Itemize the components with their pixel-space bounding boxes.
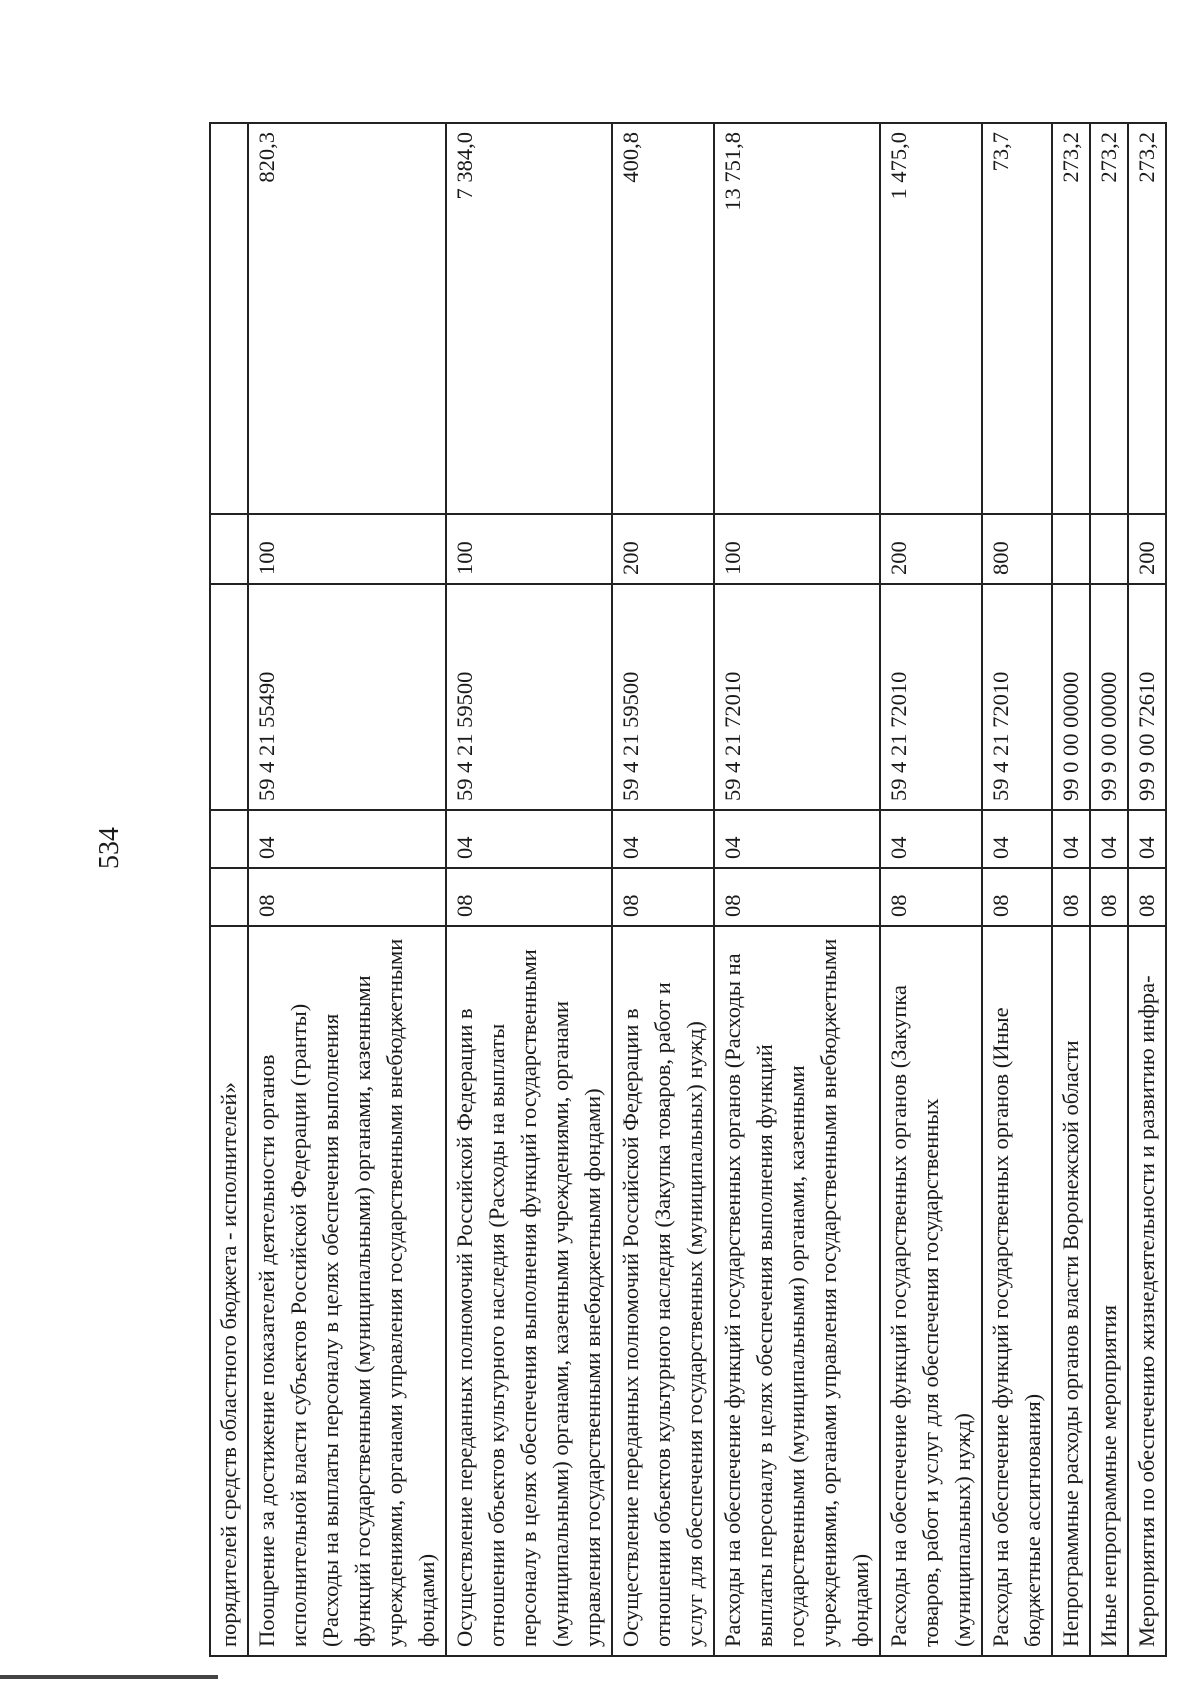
section-code-cell: 08: [1128, 868, 1166, 926]
expense-type-cell: 800: [982, 514, 1052, 584]
table-row: [612, 123, 714, 1656]
target-code-cell: 59 4 21 72010: [714, 584, 880, 810]
expense-type-cell: 100: [714, 514, 880, 584]
expense-type-cell: 200: [880, 514, 982, 584]
row-name-cell: Расходы на обеспечение функций государственных органов (Расходы на выплаты персоналу в целях обеспечения выполнения функций государственными (муниципальными) органами, казенными учреждениями, органами управления государственными внебюджетными фондами): [714, 926, 880, 1656]
budget-table-body: [210, 123, 1166, 1656]
amount-cell: 273,2: [1128, 123, 1166, 514]
amount-cell: 1 475,0: [880, 123, 982, 514]
table-row: [982, 123, 1052, 1656]
section-code-cell: 08: [1052, 868, 1090, 926]
empty-cell: [210, 123, 248, 514]
row-name-cell: Иные непрограммные мероприятия: [1090, 926, 1128, 1656]
expense-type-cell: [1052, 514, 1090, 584]
subsection-code-cell: 04: [446, 810, 612, 868]
amount-cell: 400,8: [612, 123, 714, 514]
amount-cell: 820,3: [248, 123, 446, 514]
empty-cell: [210, 584, 248, 810]
subsection-code-cell: 04: [1128, 810, 1166, 868]
row-name-cell: Поощрение за достижение показателей деятельности органов исполнительной власти субъектов Российской Федерации (гранты) (Расходы на выплаты персоналу в целях обеспечения выполнения функций государственными (муниципальными) органами, казенными учреждениями, органами управления государственными внебюджетными фондами): [248, 926, 446, 1656]
table-row: [1052, 123, 1090, 1656]
page-number: 534: [94, 827, 125, 869]
rotated-page-content: [209, 124, 1159, 1657]
target-code-cell: 59 4 21 72010: [880, 584, 982, 810]
empty-cell: [210, 514, 248, 584]
section-code-cell: 08: [612, 868, 714, 926]
row-name-cell: Осуществление переданных полномочий Российской Федерации в отношении объектов культурного наследия (Расходы на выплаты персоналу в целях обеспечения выполнения функций государственными (муниципальными) органами, казенными учреждениями, органами управления государственными внебюджетными фондами): [446, 926, 612, 1656]
section-code-cell: 08: [880, 868, 982, 926]
target-code-cell: 59 4 21 72010: [982, 584, 1052, 810]
target-code-cell: 59 4 21 55490: [248, 584, 446, 810]
expense-type-cell: 200: [1128, 514, 1166, 584]
subsection-code-cell: 04: [714, 810, 880, 868]
section-code-cell: 08: [248, 868, 446, 926]
empty-cell: [210, 810, 248, 868]
subsection-code-cell: 04: [1090, 810, 1128, 868]
section-code-cell: 08: [982, 868, 1052, 926]
target-code-cell: 99 0 00 00000: [1052, 584, 1090, 810]
table-row: [714, 123, 880, 1656]
row-name-cell: Мероприятия по обеспечению жизнедеятельности и развитию инфра-: [1128, 926, 1166, 1656]
table-row: [446, 123, 612, 1656]
row-name-cell: Непрограммные расходы органов власти Воронежской области: [1052, 926, 1090, 1656]
target-code-cell: 59 4 21 59500: [612, 584, 714, 810]
amount-cell: 273,2: [1052, 123, 1090, 514]
empty-cell: [210, 868, 248, 926]
target-code-cell: 99 9 00 72610: [1128, 584, 1166, 810]
table-row-continuation: [210, 123, 248, 1656]
continuation-cell: порядителей средств областного бюджета - исполнителей»: [210, 926, 248, 1656]
row-name-cell: Расходы на обеспечение функций государственных органов (Закупка товаров, работ и услуг для обеспечения государственных (муниципальных) нужд): [880, 926, 982, 1656]
row-name-cell: Расходы на обеспечение функций государственных органов (Иные бюджетные ассигнования): [982, 926, 1052, 1656]
section-code-cell: 08: [714, 868, 880, 926]
section-code-cell: 08: [446, 868, 612, 926]
subsection-code-cell: 04: [880, 810, 982, 868]
section-code-cell: 08: [1090, 868, 1128, 926]
table-row: [1128, 123, 1166, 1656]
expense-type-cell: 100: [446, 514, 612, 584]
subsection-code-cell: 04: [1052, 810, 1090, 868]
table-row: [880, 123, 982, 1656]
amount-cell: 73,7: [982, 123, 1052, 514]
bottom-rule: [0, 1675, 218, 1679]
table-row: [1090, 123, 1128, 1656]
target-code-cell: 59 4 21 59500: [446, 584, 612, 810]
subsection-code-cell: 04: [612, 810, 714, 868]
table-row: [248, 123, 446, 1656]
expense-type-cell: 100: [248, 514, 446, 584]
amount-cell: 273,2: [1090, 123, 1128, 514]
expense-type-cell: 200: [612, 514, 714, 584]
subsection-code-cell: 04: [982, 810, 1052, 868]
target-code-cell: 99 9 00 00000: [1090, 584, 1128, 810]
row-name-cell: Осуществление переданных полномочий Российской Федерации в отношении объектов культурного наследия (Закупка товаров, работ и услуг для обеспечения государственных (муниципальных) нужд): [612, 926, 714, 1656]
amount-cell: 7 384,0: [446, 123, 612, 514]
amount-cell: 13 751,8: [714, 123, 880, 514]
budget-table: [209, 122, 1167, 1657]
expense-type-cell: [1090, 514, 1128, 584]
subsection-code-cell: 04: [248, 810, 446, 868]
